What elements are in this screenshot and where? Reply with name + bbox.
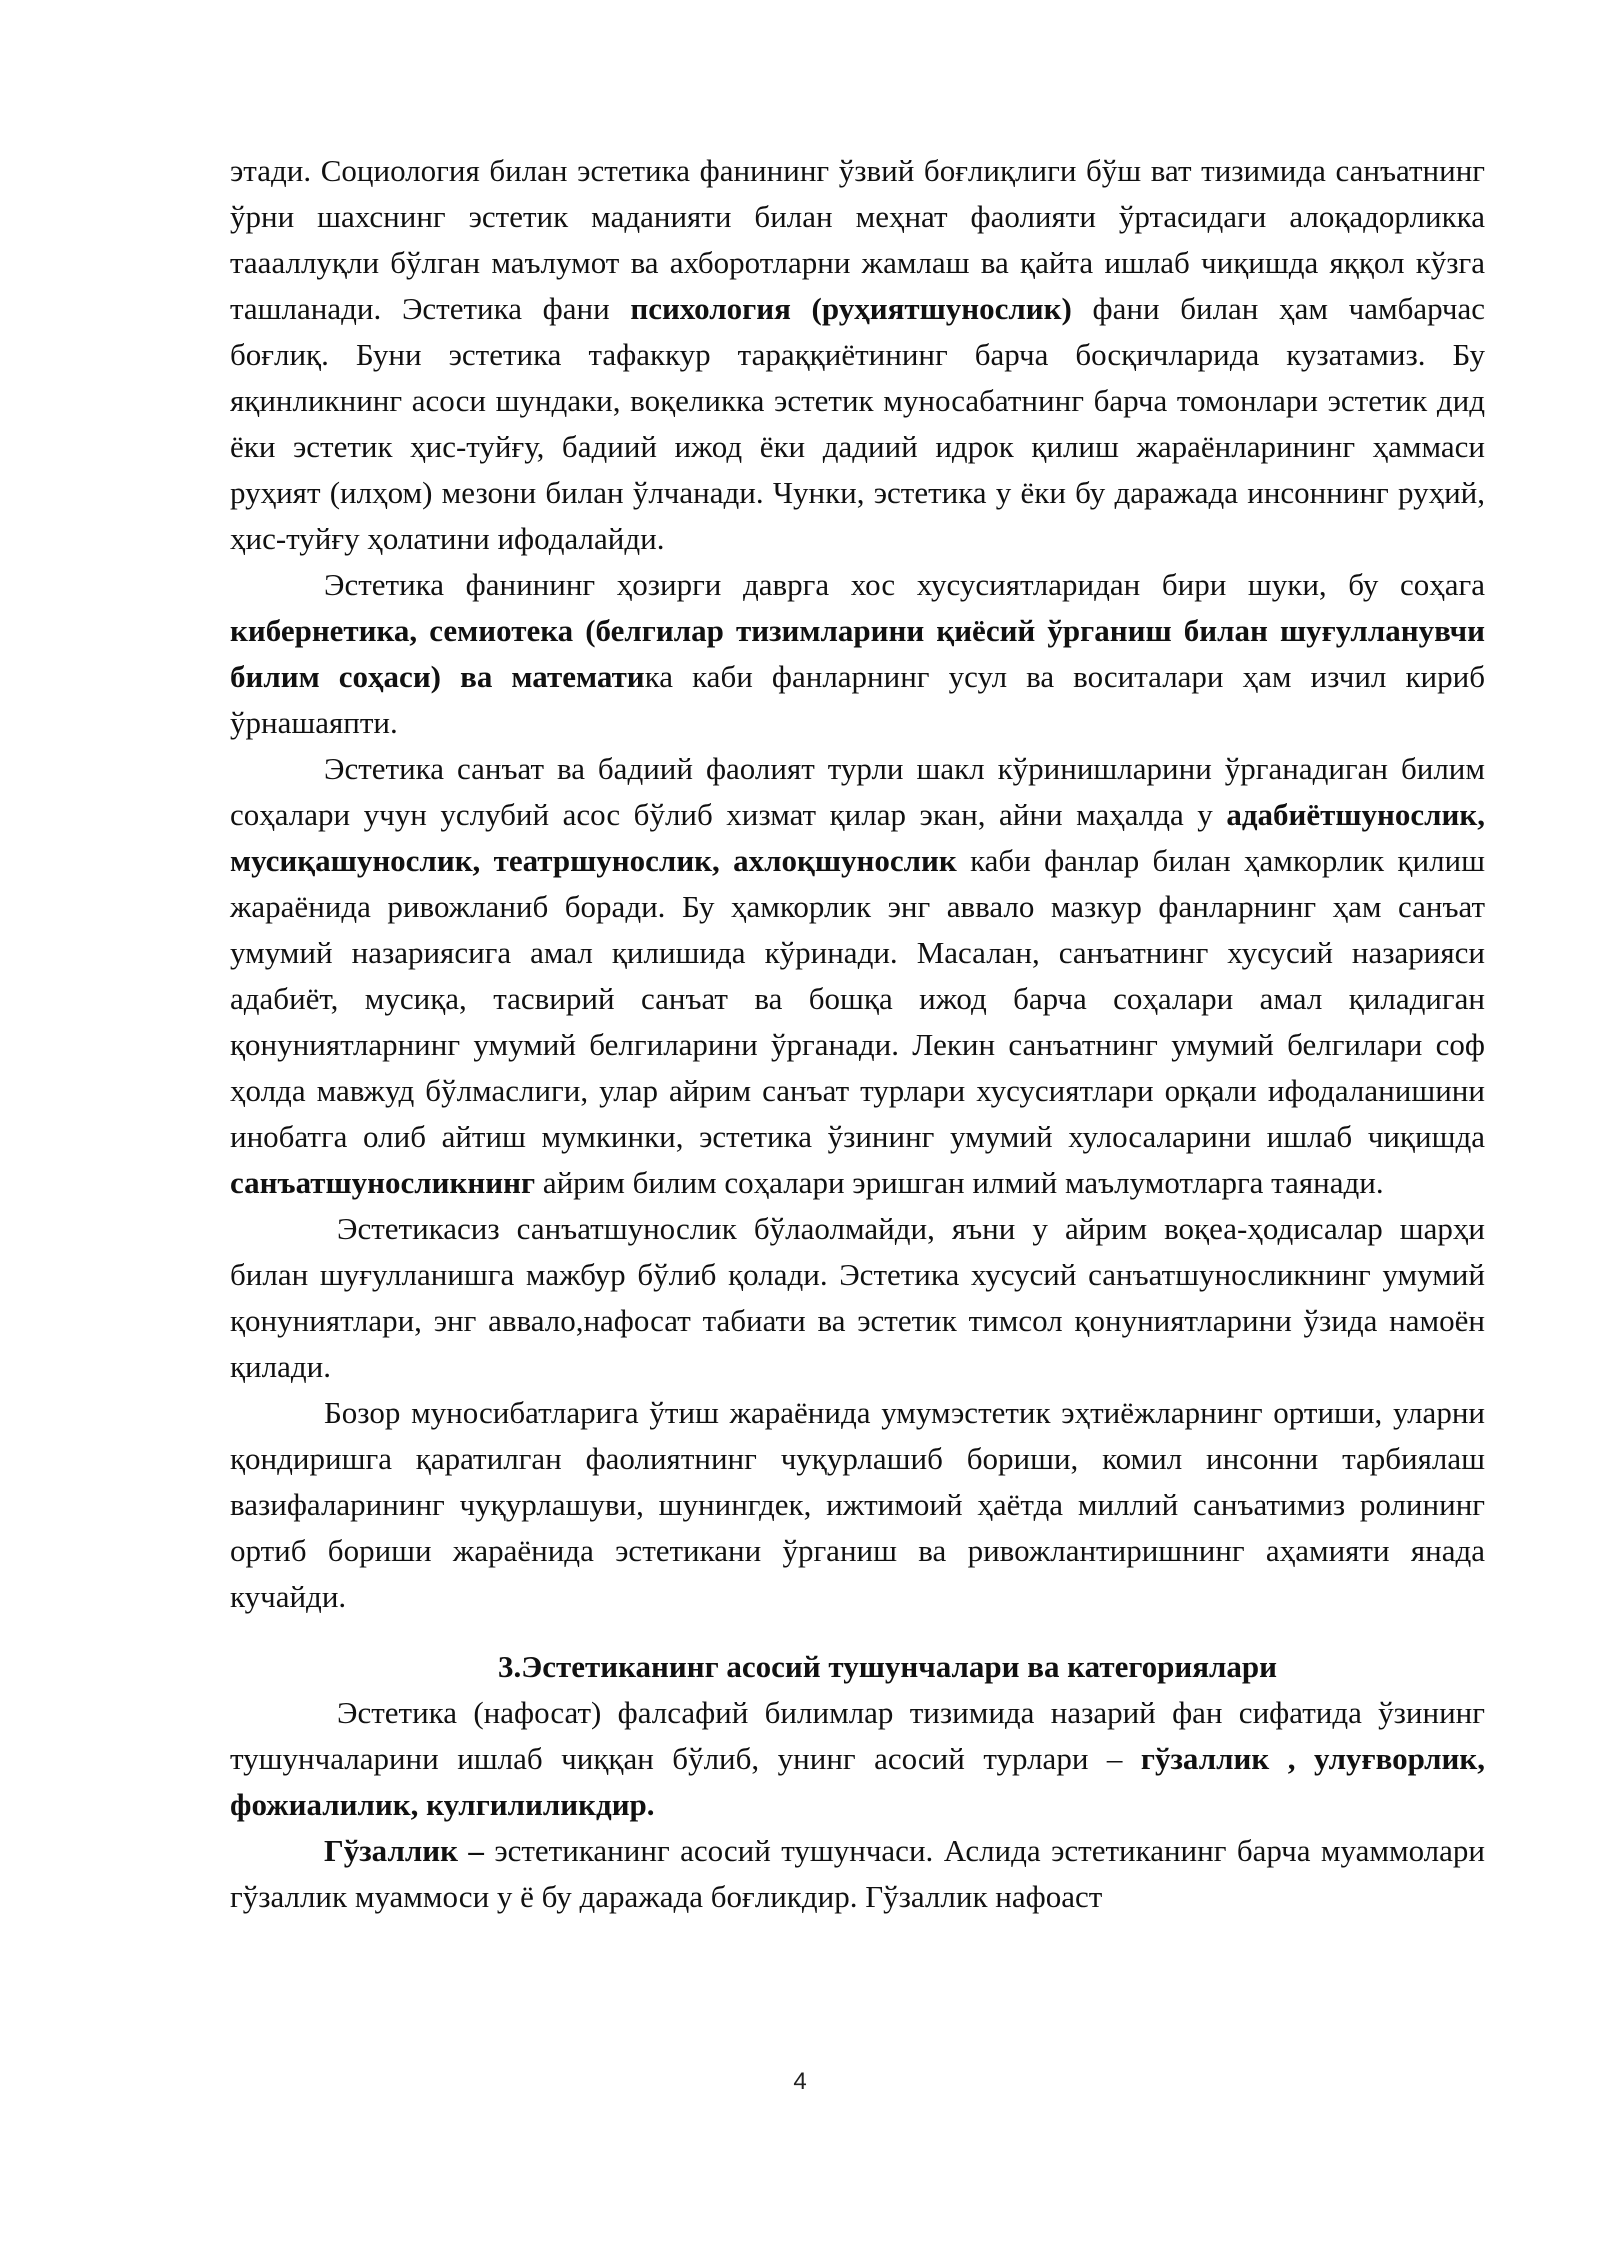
paragraph-7-bold-term: Гўзаллик – (324, 1833, 484, 1868)
paragraph-7-text: эстетиканинг асосий тушунчаси. Аслида эстетиканинг барча муаммолари гўзаллик муаммоси у ё бу даражада боғликдир. Гўзаллик нафоаст (230, 1833, 1485, 1914)
paragraph-3 (230, 746, 1485, 1206)
paragraph-3-text-c: айрим билим соҳалари эришган илмий маълумотларга таянади. (535, 1165, 1384, 1200)
paragraph-3-bold-term-2: санъатшуносликнинг (230, 1165, 536, 1200)
page-number: 4 (793, 2068, 807, 2095)
paragraph-3-text-a: Эстетика санъат ва бадиий фаолият турли шакл кўринишларини ўрганадиган билим соҳалари учун услубий асос бўлиб хизмат қилар экан, айни маҳалда у (230, 751, 1485, 832)
paragraph-2 (230, 562, 1485, 746)
paragraph-1 (230, 148, 1485, 562)
paragraph-5 (230, 1390, 1485, 1620)
paragraph-4-text: Эстетикасиз санъатшунослик бўлаолмайди, яъни у айрим воқеа-ҳодисалар шарҳи билан шуғулланишга мажбур бўлиб қолади. Эстетика хусусий санъатшуносликнинг умумий қонуниятлари, энг аввало,нафосат табиати ва эстетик тимсол қонуниятларини ўзида намоён қилади. (230, 1211, 1485, 1384)
paragraph-3-bold-terms: адабиётшунослик, мусиқашунослик, театршунослик, ахлоқшунослик (230, 797, 1485, 878)
paragraph-6-bold-terms: гўзаллик , улуғворлик, фожиалилик, кулгилиликдир. (230, 1741, 1485, 1822)
paragraph-5-text: Бозор муносибатларига ўтиш жараёнида умумэстетик эҳтиёжларнинг ортиши, уларни қондиришга қаратилган фаолиятнинг чуқурлашиб бориши, комил инсонни тарбиялаш вазифаларининг чуқурлашуви, шунингдек, ижтимоий ҳаётда миллий санъатимиз ролининг ортиб бориши жараёнида эстетикани ўрганиш ва ривожлантиришнинг аҳамияти янада кучайди. (230, 1395, 1485, 1614)
paragraph-2-text-a: Эстетика фанининг ҳозирги даврга хос хусусиятларидан бири шуки, бу соҳага (324, 567, 1485, 602)
document-body (230, 148, 1485, 1920)
paragraph-2-text-b: ка каби фанларнинг усул ва воситалари ҳам изчил кириб ўрнашаяпти. (230, 659, 1485, 740)
paragraph-1-text-a: этади. Социология билан эстетика фанининг ўзвий боғлиқлиги бўш ват тизимида санъатнинг ўрни шахснинг эстетик маданияти билан меҳнат фаолияти ўртасидаги алоқадорликка таааллуқли бўлган маълумот ва ахборотларни жамлаш ва қайта ишлаб чиқишда яққол кўзга ташланади. Эстетика фани (230, 153, 1485, 326)
paragraph-7 (230, 1828, 1485, 1920)
paragraph-4 (230, 1206, 1485, 1390)
paragraph-6 (230, 1690, 1485, 1828)
section-heading: 3.Эстетиканинг асосий тушунчалари ва категориялари (498, 1649, 1277, 1684)
paragraph-1-text-b: фани билан ҳам чамбарчас боғлиқ. Буни эстетика тафаккур тараққиётининг барча босқичларида кузатамиз. Бу яқинликнинг асоси шундаки, воқеликка эстетик муносабатнинг барча томонлари эстетик дид ёки эстетик ҳис-туйғу, бадиий ижод ёки дадиий идрок қилиш жараёнларининг ҳаммаси руҳият (илҳом) мезони билан ўлчанади. Чунки, эстетика у ёки бу даражада инсоннинг руҳий, ҳис-туйғу ҳолатини ифодалайди. (230, 291, 1485, 556)
paragraph-2-bold-term: кибернетика, семиотека (белгилар тизимларини қиёсий ўрганиш билан шуғулланувчи билим соҳаси) ва математи (230, 613, 1485, 694)
paragraph-1-bold-term: психология (руҳиятшунослик) (630, 291, 1072, 326)
paragraph-3-text-b: каби фанлар билан ҳамкорлик қилиш жараёнида ривожланиб боради. Бу ҳамкорлик энг аввало мазкур фанларнинг ҳам санъат умумий назариясига амал қилишида кўринади. Масалан, санъатнинг хусусий назарияси адабиёт, мусиқа, тасвирий санъат ва бошқа ижод барча соҳалари амал қиладиган қонуниятларнинг умумий белгиларини ўрганади. Лекин санъатнинг умумий белгилари соф ҳолда мавжуд бўлмаслиги, улар айрим санъат турлари хусусиятлари орқали ифодаланишини инобатга олиб айтиш мумкинки, эстетика ўзининг умумий хулосаларини ишлаб чиқишда (230, 843, 1485, 1154)
paragraph-6-text: Эстетика (нафосат) фалсафий билимлар тизимида назарий фан сифатида ўзининг тушунчаларини ишлаб чиққан бўлиб, унинг асосий турлари – (230, 1695, 1485, 1776)
